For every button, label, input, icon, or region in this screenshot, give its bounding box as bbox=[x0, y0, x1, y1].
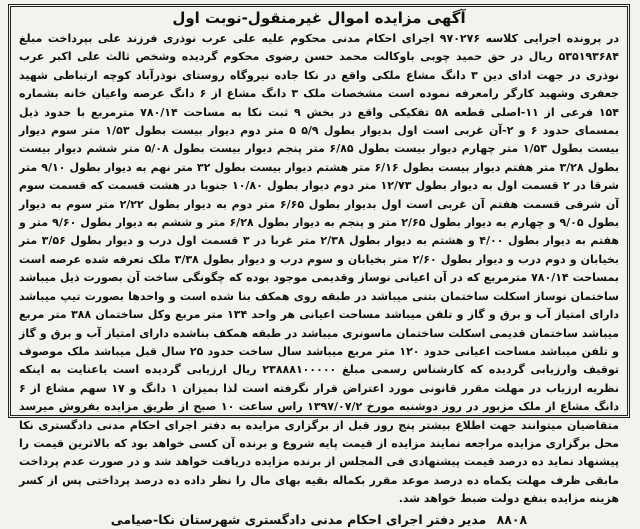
notice-signature bbox=[19, 511, 619, 529]
notice-title: آگهی مزایده اموال غیرمنقول-نوبت اول bbox=[172, 9, 466, 27]
legal-notice bbox=[8, 4, 630, 527]
signature-code: ۸۸۰۸ bbox=[496, 511, 528, 527]
signature-text: مدیر دفتر اجرای احکام مدنی دادگستری شهرستان نکا-صیامی bbox=[110, 511, 487, 527]
notice-body: در پرونده اجرایی کلاسه ۹۷۰۲۷۶ اجرای احکام مدنی محکوم علیه علی عرب نوذری فرزند علی بپرداخت مبلغ ۵۳۵۱۹۳۶۸۴ ریال در حق حمید چوبی باوکالت محمد حسن رضوی محکوم گردیده وشخص ثالث علی اکبر عرب نوذری در جهت ادای دین ۳ دانگ مشاع ملکی واقع در نکا جاده نیروگاه روستای نوذرآباد کوچه ارتباطی شهید جعفری وشهید کارگر رامعرفه نموده است مشخصات ملک ۳ دانگ مشاع از ۶ دانگ عرصه واعیان خانه بشماره ۱۵۴ فرعی از ۱۱-اصلی قطعه ۵۸ تفکیکی واقع در بخش ۹ ثبت نکا به مساحت ۷۸۰/۱۴ مترمربع با حدود ذیل بمسمای حدود ۶ و ۲-آن غربی است اول بدیوار بطول ۵/۹ ۵ متر دوم دیوار بیست بطول ۱/۵۳ متر سوم دیوار بیست بطول ۱/۵۳ متر چهارم دیوار بیست بطول ۶/۸۵ متر پنجم دیوار بیست بطول ۵/۰۸ متر ششم دیوار بیست بطول ۳/۲۸ متر هفتم دیوار بیست بطول ۶/۱۶ متر هشتم دیوار بیست بطول ۳۲ متر نهم به دیوار بطول ۹/۱۰ متر شرقا در ۲ قسمت اول به دیوار بطول ۱۲/۷۳ متر دوم دیوار بطول ۱۰/۸۰ جنوبا در هشت قسمت که قسمت سوم آن شرقی قسمت هفتم آن غربی است اول بدیوار بطول ۶/۶۵ متر دوم به دیوار بطول ۲/۲۲ متر سوم به دیوار بطول ۹/۰۵ و چهارم به دیوار بطول ۲/۶۵ متر و پنجم به دیوار بطول ۶/۲۸ متر و ششم به دیوار بطول ۹/۶۰ متر و هفتم به دیوار بطول ۴/۰۰ و هشتم به دیوار بطول ۲/۳۸ متر غربا در ۳ قسمت اول درب و دیوار بطول ۳/۵۶ متر بخیابان و دوم درب و دیوار بطول ۲/۶۰ متر بخیابان و سوم درب و دیوار بطول ۳/۳۸ ملک تعرفه شده عرصه است بمساحت ۷۸۰/۱۴ مترمربع که در آن اعیانی نوساز وقدیمی موجود بوده که چگونگی ساخت آن بصورت ذیل میباشد ساختمان نوساز اسکلت ساختمان بتنی میباشد در طبقه روی همکف بنا شده است و واحدها بصورت تیپ میباشد دارای امتیاز آب و برق و گاز و تلفن میباشد مساحت اعیانی هر واحد ۱۳۴ متر مربع وکل ساختمان ۳۸۸ متر مربع میباشد ساختمان قدیمی اسکلت ساختمان ماسونری میباشد در طبقه همکف بناشده دارای امتیاز آب و برق و گاز و تلفن میباشد مساحت اعیانی حدود ۱۲۰ متر مربع میباشد سال ساخت حدود ۲۵ سال قبل میباشد ملک موصوف توقیف وارزیابی گردیده که کارشناس رسمی مبلغ ۲۳۸۸۸۱۰۰۰۰۰ ریال ارزیابی گردیده است باعنایت به اینکه نظریه ارزیاب در مهلت مقرر قانونی مورد اعتراض قرار نگرفته است لذا بمیزان ۱ دانگ و ۱۷ سهم مشاع از ۶ دانگ مشاع از ملک مزبور در روز دوشنبه مورخ ۱۳۹۷/۰۷/۲ راس ساعت ۱۰ صبح از طریق مزایده بفروش میرسد متقاضیان میتوانند جهت اطلاع بیشتر پنج روز قبل از برگزاری مزایده به دفتر اجرای احکام مدنی دادگستری نکا محل برگزاری مزایده مراجعه نمایند مزایده از قیمت پایه شروع و برنده آن کسی خواهد بود که بالاترین قیمت را پیشنهاد نماید ده درصد قیمت پیشنهادی فی المجلس از برنده مزایده دریافت خواهد شد و در صورت عدم پرداخت مابقی ظرف مهلت یکماه ده درصد موعد مقرر بکماله بقیه بهای مال را نظر داده ده درصد پرداختی پس از کسر هزینه مزایده بنفع دولت ضبط خواهد شد. bbox=[19, 32, 620, 506]
